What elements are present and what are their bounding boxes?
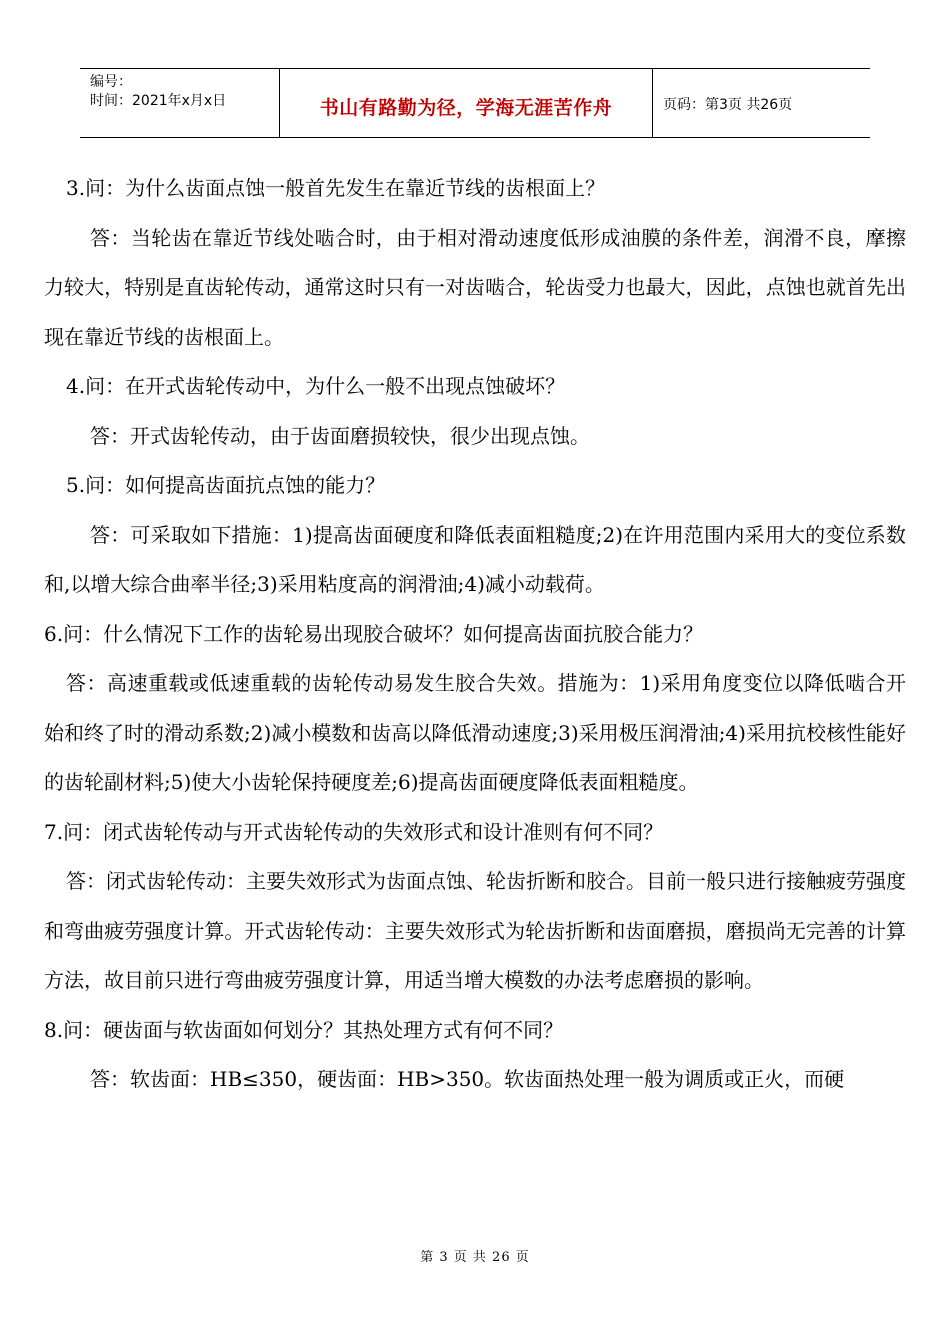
document-number-label: 编号：: [90, 74, 132, 90]
answer-7: 答：闭式齿轮传动：主要失效形式为齿面点蚀、轮齿折断和胶合。目前一般只进行接触疲劳强度和弯曲疲劳强度计算。开式齿轮传动：主要失效形式为轮齿折断和齿面磨损，磨损尚无完善的计算方法，故目前只进行弯曲疲劳强度计算，用适当增大模数的办法考虑磨损的影响。: [44, 869, 906, 992]
answer-5: 答：可采取如下措施：1)提高齿面硬度和降低表面粗糙度;2)在许用范围内采用大的变位系数和,以增大综合曲率半径;3)采用粘度高的润滑油;4)减小动载荷。: [44, 522, 906, 596]
header-page-code: 页码：第3页 共26页: [663, 97, 793, 113]
question-7: 7.问：闭式齿轮传动与开式齿轮传动的失效形式和设计准则有何不同？: [44, 819, 664, 844]
answer-4: 答：开式齿轮传动，由于齿面磨损较快，很少出现点蚀。: [90, 423, 590, 448]
page-header: [80, 68, 870, 138]
page-footer: 第 3 页 共 26 页: [420, 1250, 530, 1265]
question-3: 3.问：为什么齿面点蚀一般首先发生在靠近节线的齿根面上？: [66, 176, 606, 200]
header-meta: [80, 69, 280, 137]
answer-6: 答：高速重载或低速重载的齿轮传动易发生胶合失效。措施为：1)采用角度变位以降低啮合开始和终了时的滑动系数;2)减小模数和齿高以降低滑动速度;3)采用极压润滑油;4)采用抗校核性能好的齿轮副材料;5)使大小齿轮保持硬度差;6)提高齿面硬度降低表面粗糙度。: [44, 671, 906, 794]
question-5: 5.问：如何提高齿面抗点蚀的能力？: [66, 473, 386, 497]
document-body: [44, 164, 906, 1105]
answer-3: 答：当轮齿在靠近节线处啮合时，由于相对滑动速度低形成油膜的条件差，润滑不良，摩擦力较大，特别是直齿轮传动，通常这时只有一对齿啮合，轮齿受力也最大，因此，点蚀也就首先出现在靠近节线的齿根面上。: [44, 225, 906, 349]
question-8: 8.问：硬齿面与软齿面如何划分？其热处理方式有何不同？: [44, 1017, 564, 1042]
header-motto-cell: [280, 69, 653, 137]
answer-8: 答：软齿面：HB≤350，硬齿面：HB>350。软齿面热处理一般为调质或正火，而硬: [90, 1067, 845, 1091]
header-motto: 书山有路勤为径，学海无涯苦作舟: [319, 96, 613, 119]
question-4: 4.问：在开式齿轮传动中，为什么一般不出现点蚀破坏？: [66, 374, 566, 398]
question-6: 6.问：什么情况下工作的齿轮易出现胶合破坏？如何提高齿面抗胶合能力？: [44, 621, 704, 646]
document-date: 时间：2021年x月x日: [90, 93, 227, 109]
